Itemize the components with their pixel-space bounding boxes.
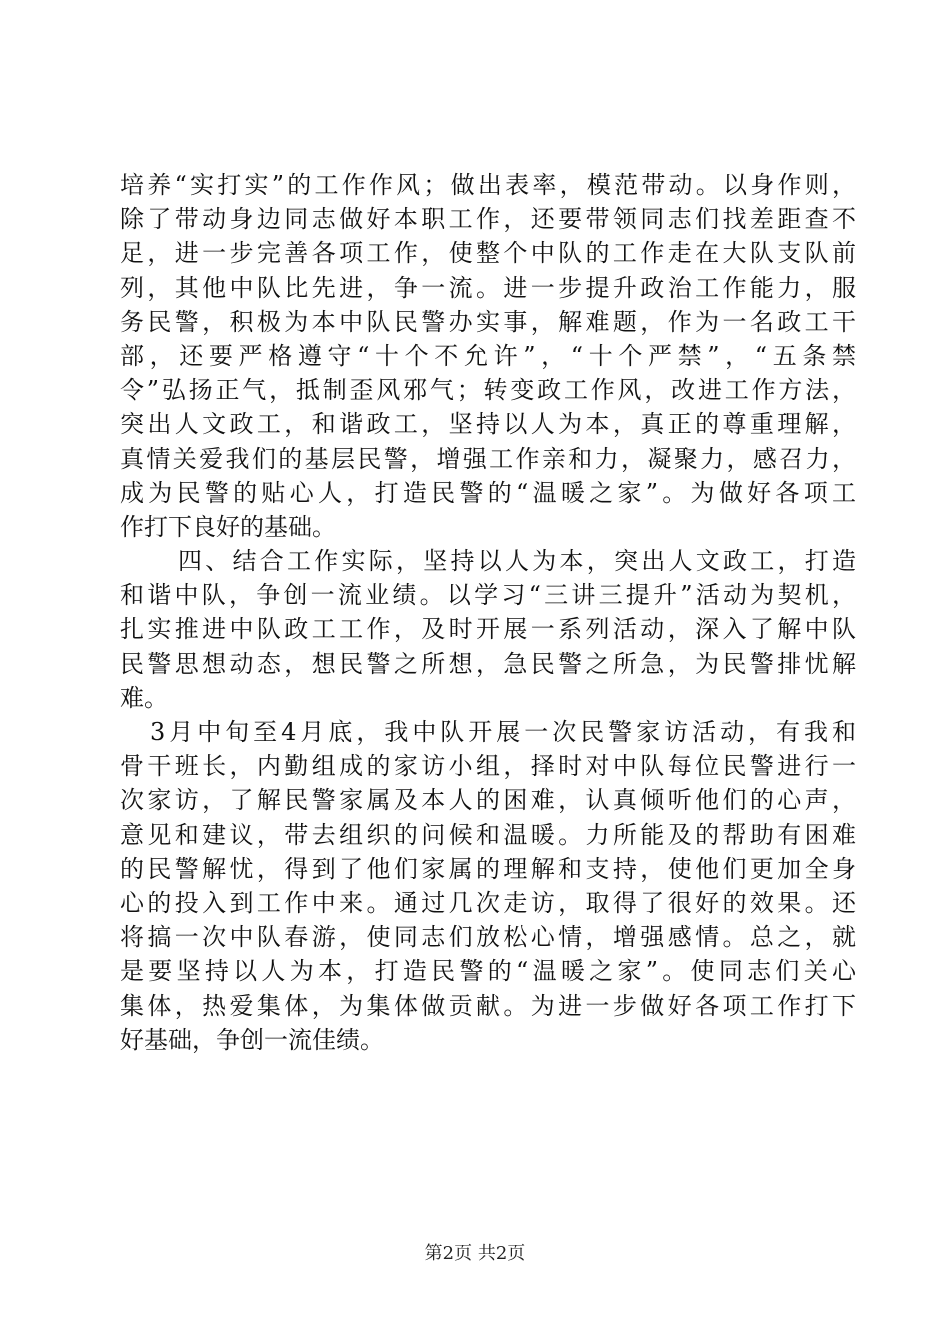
- paragraph-line: 的民警解忧，得到了他们家属的理解和支持，使他们更加全身: [120, 854, 856, 883]
- paragraph-line: 好基础，争创一流佳绩。: [120, 1025, 384, 1054]
- paragraph-line: 和谐中队，争创一流业绩。以学习“三讲三提升”活动为契机，: [120, 581, 856, 610]
- paragraph-line: 突出人文政工，和谐政工，坚持以人为本，真正的尊重理解，: [120, 410, 856, 439]
- paragraph-line: 民警思想动态，想民警之所想，急民警之所急，为民警排忧解: [120, 649, 856, 678]
- paragraph-line: 作打下良好的基础。: [120, 512, 336, 541]
- page-number: 第2页 共2页: [424, 1243, 526, 1264]
- paragraph-line: 集体，热爱集体，为集体做贡献。为进一步做好各项工作打下: [120, 991, 856, 1020]
- paragraph-line: 四、结合工作实际，坚持以人为本，突出人文政工，打造: [178, 547, 856, 576]
- page-footer: [0, 1242, 950, 1266]
- paragraph-line: 心的投入到工作中来。通过几次走访，取得了很好的效果。还: [120, 888, 856, 917]
- paragraph-line: 除了带动身边同志做好本职工作，还要带领同志们找差距查不: [120, 205, 856, 234]
- paragraph-line: 部，还要严格遵守“十个不允许”，“十个严禁”，“五条禁: [120, 341, 856, 370]
- paragraph-line: 真情关爱我们的基层民警，增强工作亲和力，凝聚力，感召力，: [120, 444, 856, 473]
- paragraph-line: 难。: [120, 683, 168, 712]
- body-text: [120, 168, 856, 1057]
- paragraph-line: 扎实推进中队政工工作，及时开展一系列活动，深入了解中队: [120, 615, 856, 644]
- paragraph-line: 令”弘扬正气，抵制歪风邪气；转变政工作风，改进工作方法，: [120, 376, 856, 405]
- paragraph-line: 次家访，了解民警家属及本人的困难，认真倾听他们的心声，: [120, 786, 856, 815]
- paragraph-line: 3月中旬至4月底，我中队开展一次民警家访活动，有我和: [150, 718, 856, 746]
- paragraph-line: 培养“实打实”的工作作风；做出表率，模范带动。以身作则，: [120, 171, 856, 199]
- paragraph-line: 足，进一步完善各项工作，使整个中队的工作走在大队支队前: [120, 239, 856, 268]
- paragraph-line: 骨干班长，内勤组成的家访小组，择时对中队每位民警进行一: [120, 752, 856, 781]
- paragraph-line: 将搞一次中队春游，使同志们放松心情，增强感情。总之，就: [120, 923, 856, 952]
- paragraph-line: 意见和建议，带去组织的问候和温暖。力所能及的帮助有困难: [120, 820, 856, 849]
- paragraph-line: 列，其他中队比先进，争一流。进一步提升政治工作能力，服: [120, 273, 856, 302]
- paragraph-line: 是要坚持以人为本，打造民警的“温暖之家”。使同志们关心: [120, 957, 856, 986]
- paragraph-line: 成为民警的贴心人，打造民警的“温暖之家”。为做好各项工: [120, 478, 856, 507]
- paragraph-line: 务民警，积极为本中队民警办实事，解难题，作为一名政工干: [120, 307, 856, 336]
